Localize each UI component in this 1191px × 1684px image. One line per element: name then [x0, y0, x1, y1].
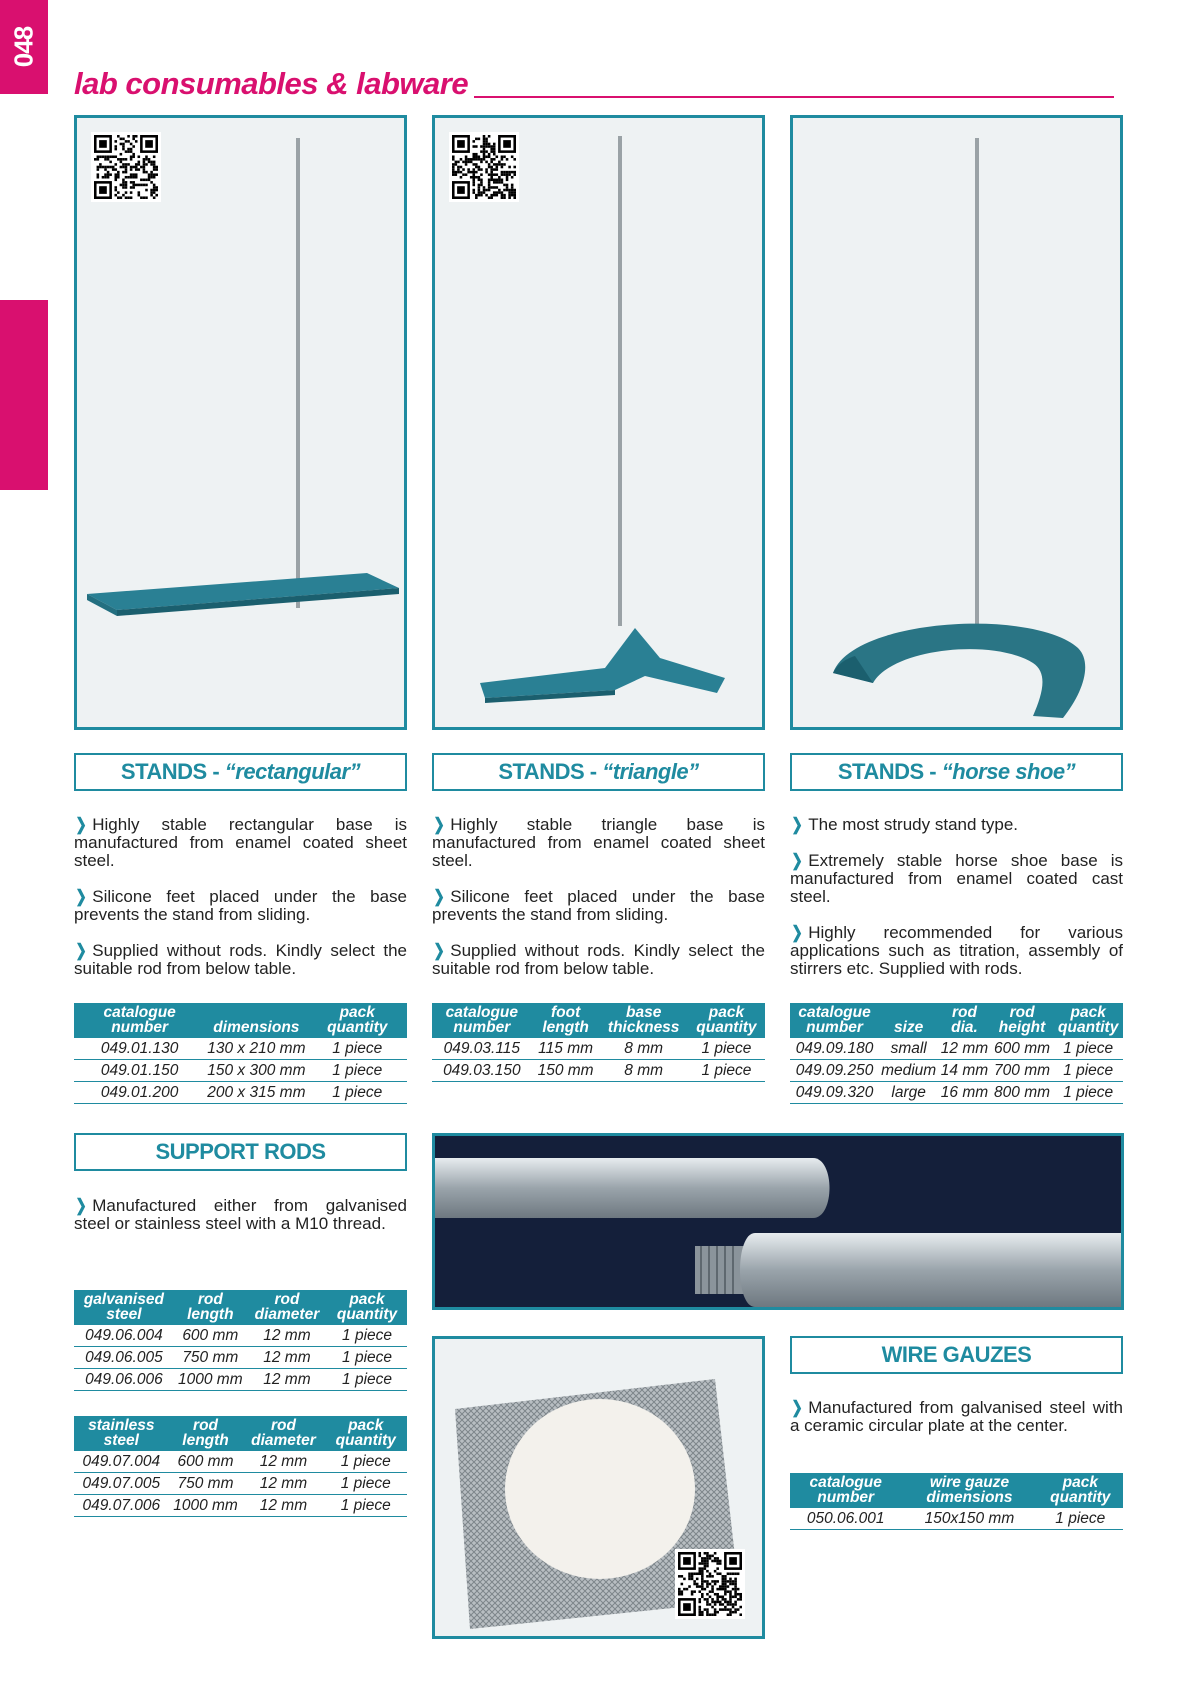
chevron-right-icon: ❯ — [433, 887, 445, 906]
table-cell: medium — [879, 1060, 938, 1082]
table-cell: 1 piece — [324, 1451, 407, 1473]
table-row — [74, 1038, 407, 1060]
horse-shoe-stand-image — [790, 115, 1123, 730]
table-row — [790, 1038, 1123, 1060]
table-cell: 12 mm — [242, 1495, 324, 1517]
column-header: rod height — [991, 1003, 1054, 1038]
wire-gauzes-description — [790, 1399, 1123, 1435]
table-row — [432, 1060, 765, 1082]
column-header: pack quantity — [1053, 1003, 1123, 1038]
table-cell: 14 mm — [938, 1060, 991, 1082]
section-title: WIRE GAUZES — [881, 1342, 1032, 1367]
table-cell: small — [879, 1038, 938, 1060]
table-cell: 8 mm — [600, 1060, 688, 1082]
chevron-right-icon: ❯ — [433, 941, 445, 960]
bullet-text: Manufactured from galvanised steel with a ceramic circular plate at the center. — [790, 1398, 1123, 1435]
table-cell: 150x150 mm — [901, 1508, 1037, 1530]
table-cell: 1 piece — [1053, 1038, 1123, 1060]
triangle-stand-image — [432, 115, 765, 730]
title-rule — [474, 96, 1114, 98]
chevron-right-icon: ❯ — [791, 851, 803, 870]
table-cell: 800 mm — [991, 1082, 1054, 1104]
table-cell: 049.03.150 — [432, 1060, 532, 1082]
table-cell: 050.06.001 — [790, 1508, 901, 1530]
stand-title-label: STANDS - — [120, 759, 225, 784]
table-cell: 600 mm — [174, 1325, 247, 1347]
wire-gauze-image — [432, 1336, 765, 1639]
bullet-text: Extremely stable horse shoe base is manufactured from enamel coated cast steel. — [790, 851, 1123, 906]
column-header: pack quantity — [324, 1416, 407, 1451]
table-cell: 750 mm — [169, 1473, 243, 1495]
support-rods-title — [74, 1133, 407, 1171]
table-cell: 130 x 210 mm — [205, 1038, 307, 1060]
table-cell: 150 mm — [532, 1060, 600, 1082]
table-cell: 150 x 300 mm — [205, 1060, 307, 1082]
wire-gauzes-title — [790, 1336, 1123, 1374]
table-row — [74, 1369, 407, 1391]
support-rods-image — [432, 1133, 1124, 1310]
stand-description-rectangular — [74, 816, 407, 978]
stand-description-triangle — [432, 816, 765, 978]
page-number-tab — [0, 0, 48, 94]
column-header: base thickness — [600, 1003, 688, 1038]
column-header: catalogue number — [432, 1003, 532, 1038]
column-header: pack quantity — [1038, 1473, 1123, 1508]
table-cell: 1 piece — [327, 1347, 407, 1369]
bullet-text: Silicone feet placed under the base prevents the stand from sliding. — [74, 887, 407, 924]
table-cell: 12 mm — [247, 1347, 327, 1369]
column-header: wire gauze dimensions — [901, 1473, 1037, 1508]
chevron-right-icon: ❯ — [791, 923, 803, 942]
table-cell: 049.07.006 — [74, 1495, 169, 1517]
table-cell: 12 mm — [938, 1038, 991, 1060]
chevron-right-icon: ❯ — [791, 1398, 803, 1417]
table-cell: 1 piece — [307, 1038, 407, 1060]
column-header: pack quantity — [688, 1003, 765, 1038]
table-cell: 12 mm — [247, 1369, 327, 1391]
table-cell: 049.09.180 — [790, 1038, 879, 1060]
bullet-text: Supplied without rods. Kindly select the suitable rod from below table. — [74, 941, 407, 978]
bullet-text: The most strudy stand type. — [808, 815, 1019, 834]
table-cell: 750 mm — [174, 1347, 247, 1369]
bullet-text: Highly stable triangle base is manufactured from enamel coated sheet steel. — [432, 815, 765, 870]
table-cell: 115 mm — [532, 1038, 600, 1060]
table-row — [432, 1038, 765, 1060]
table-row — [74, 1451, 407, 1473]
column-header: size — [879, 1003, 938, 1038]
table-row — [74, 1082, 407, 1104]
column-header: catalogue number — [790, 1473, 901, 1508]
table-cell: 700 mm — [991, 1060, 1054, 1082]
table-cell: 049.01.150 — [74, 1060, 205, 1082]
column-header: catalogue number — [74, 1003, 205, 1038]
bullet-text: Highly recommended for various applications such as titration, assembly of stirrers etc. Supplied with rods. — [790, 923, 1123, 978]
bullet-text: Silicone feet placed under the base prevents the stand from sliding. — [432, 887, 765, 924]
chevron-right-icon: ❯ — [433, 815, 445, 834]
column-header: pack quantity — [327, 1290, 407, 1325]
column-header: stainless steel — [74, 1416, 169, 1451]
table-cell: 1 piece — [1053, 1060, 1123, 1082]
table-cell: 1 piece — [1038, 1508, 1123, 1530]
stand-title-label: STANDS - — [837, 759, 942, 784]
table-cell: 600 mm — [169, 1451, 243, 1473]
table-row — [74, 1325, 407, 1347]
stand-subtitle: “rectangular” — [224, 759, 361, 784]
support-rods-description — [74, 1197, 407, 1233]
bullet-text: Manufactured either from galvanised steel or stainless steel with a M10 thread. — [74, 1196, 407, 1233]
stand-title-triangle — [432, 753, 765, 791]
table-cell: 16 mm — [938, 1082, 991, 1104]
chevron-right-icon: ❯ — [75, 1196, 87, 1215]
column-header: pack quantity — [307, 1003, 407, 1038]
section-title: SUPPORT RODS — [155, 1139, 326, 1164]
bullet-text: Highly stable rectangular base is manufactured from enamel coated sheet steel. — [74, 815, 407, 870]
table-row — [74, 1473, 407, 1495]
galvanised-rods-table — [74, 1290, 407, 1391]
table-cell: 049.06.005 — [74, 1347, 174, 1369]
chevron-right-icon: ❯ — [75, 941, 87, 960]
column-header: catalogue number — [790, 1003, 879, 1038]
table-cell: 049.03.115 — [432, 1038, 532, 1060]
table-row — [790, 1082, 1123, 1104]
table-cell: 049.07.004 — [74, 1451, 169, 1473]
table-cell: 600 mm — [991, 1038, 1054, 1060]
column-header: rod length — [169, 1416, 243, 1451]
table-cell: 1000 mm — [169, 1495, 243, 1517]
table-cell: 1 piece — [688, 1060, 765, 1082]
column-header: rod diameter — [242, 1416, 324, 1451]
table-cell: 1 piece — [307, 1060, 407, 1082]
column-header: rod length — [174, 1290, 247, 1325]
table-cell: 200 x 315 mm — [205, 1082, 307, 1104]
table-cell: 049.06.004 — [74, 1325, 174, 1347]
table-row — [74, 1060, 407, 1082]
table-row — [790, 1060, 1123, 1082]
chevron-right-icon: ❯ — [75, 887, 87, 906]
column-header: dimensions — [205, 1003, 307, 1038]
stand-title-rectangular — [74, 753, 407, 791]
stainless-rods-table — [74, 1416, 407, 1517]
table-cell: 1 piece — [688, 1038, 765, 1060]
table-cell: 1000 mm — [174, 1369, 247, 1391]
table-row — [74, 1347, 407, 1369]
stand-description-horse-shoe — [790, 816, 1123, 978]
rectangular-stand-image — [74, 115, 407, 730]
table-cell: 049.09.320 — [790, 1082, 879, 1104]
table-cell: 049.06.006 — [74, 1369, 174, 1391]
triangle-stand-table — [432, 1003, 765, 1082]
table-cell: 1 piece — [327, 1369, 407, 1391]
table-row — [74, 1495, 407, 1517]
table-cell: 1 piece — [327, 1325, 407, 1347]
table-cell: 1 piece — [1053, 1082, 1123, 1104]
wire-gauzes-table — [790, 1473, 1123, 1530]
column-header: rod diameter — [247, 1290, 327, 1325]
table-cell: 049.09.250 — [790, 1060, 879, 1082]
table-cell: 8 mm — [600, 1038, 688, 1060]
chevron-right-icon: ❯ — [75, 815, 87, 834]
table-cell: 1 piece — [324, 1473, 407, 1495]
table-cell: 1 piece — [324, 1495, 407, 1517]
qr-code-icon — [675, 1549, 745, 1619]
table-cell: 049.07.005 — [74, 1473, 169, 1495]
table-cell: 12 mm — [242, 1451, 324, 1473]
rectangular-stand-table — [74, 1003, 407, 1104]
section-tab — [0, 300, 48, 490]
table-cell: large — [879, 1082, 938, 1104]
horse-shoe-stand-table — [790, 1003, 1123, 1104]
stand-title-label: STANDS - — [498, 759, 603, 784]
table-cell: 049.01.200 — [74, 1082, 205, 1104]
table-row — [790, 1508, 1123, 1530]
column-header: rod dia. — [938, 1003, 991, 1038]
page-title: lab consumables & labware — [74, 66, 469, 101]
column-header: foot length — [532, 1003, 600, 1038]
column-header: galvanised steel — [74, 1290, 174, 1325]
stand-subtitle: “horse shoe” — [941, 759, 1076, 784]
stand-subtitle: “triangle” — [602, 759, 699, 784]
chevron-right-icon: ❯ — [791, 815, 803, 834]
bullet-text: Supplied without rods. Kindly select the suitable rod from below table. — [432, 941, 765, 978]
table-cell: 12 mm — [247, 1325, 327, 1347]
table-cell: 12 mm — [242, 1473, 324, 1495]
table-cell: 1 piece — [307, 1082, 407, 1104]
stand-title-horse-shoe — [790, 753, 1123, 791]
table-cell: 049.01.130 — [74, 1038, 205, 1060]
page-number: 048 — [8, 26, 39, 68]
